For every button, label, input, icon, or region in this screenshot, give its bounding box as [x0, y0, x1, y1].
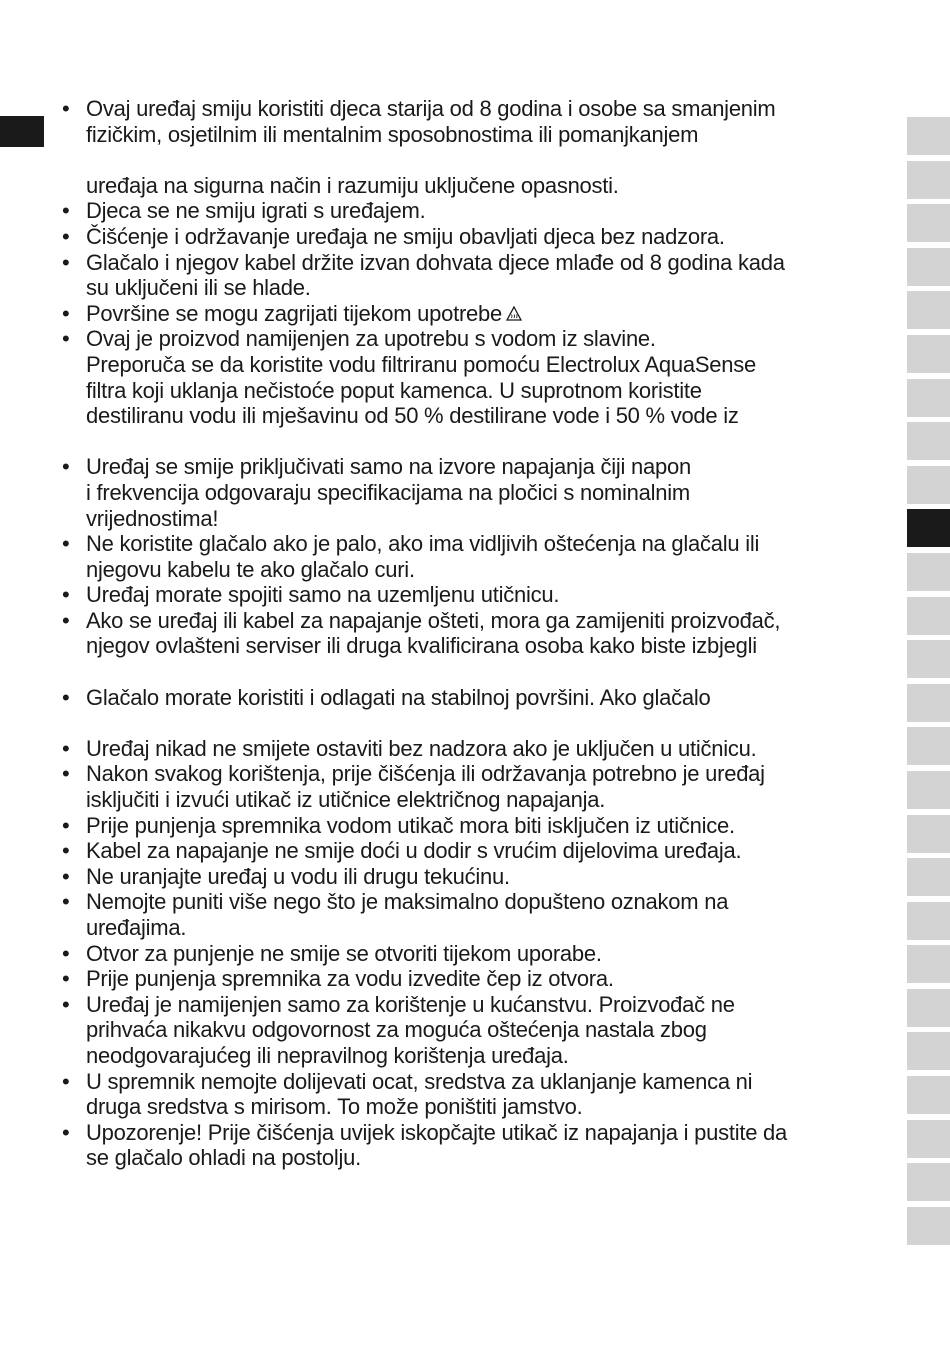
bullet-line: • Ovaj je proizvod namijenjen za upotrebu s vodom iz slavine.: [86, 326, 656, 352]
bullet-item: [60, 736, 890, 762]
bullet-item: [60, 454, 890, 531]
bullet-line: • Uređaj je namijenjen samo za korištenje u kućanstvu. Proizvođač ne: [86, 991, 735, 1017]
bullet-item: [60, 685, 890, 711]
bullet-line: se glačalo ohladi na postolju.: [86, 1145, 362, 1171]
side-tab: [907, 902, 950, 940]
side-tab: [907, 204, 950, 242]
bullet-item: [60, 966, 890, 992]
page-section-marker: [0, 116, 44, 147]
bullet-item: [60, 1069, 890, 1120]
bullet-item: [60, 608, 890, 659]
side-tab: [907, 291, 950, 329]
bullet-item: [60, 889, 890, 940]
bullet-item: [60, 813, 890, 839]
language-tabs: [907, 117, 950, 1250]
bullet-line: • Glačalo i njegov kabel držite izvan dohvata djece mlađe od 8 godina kada: [86, 249, 785, 275]
side-tab: [907, 553, 950, 591]
bullet-line: i frekvencija odgovaraju specifikacijama na pločici s nominalnim: [86, 479, 690, 505]
side-tab: [907, 1032, 950, 1070]
safety-instructions-list: [60, 96, 890, 1171]
bullet-item: [60, 531, 890, 582]
bullet-line: • Kabel za napajanje ne smije doći u dodir s vrućim dijelovima uređaja.: [86, 838, 742, 864]
side-tab: [907, 597, 950, 635]
bullet-item: [60, 301, 890, 327]
bullet-line: • Prije punjenja spremnika za vodu izvedite čep iz otvora.: [86, 966, 614, 992]
side-tab: [907, 945, 950, 983]
side-tab: [907, 466, 950, 504]
side-tab: [907, 684, 950, 722]
bullet-item: [60, 941, 890, 967]
paragraph-gap: [60, 147, 890, 173]
bullet-line: • Uređaj morate spojiti samo na uzemljenu utičnicu.: [86, 582, 560, 608]
bullet-line: uređajima.: [86, 915, 187, 940]
bullet-item: [60, 198, 890, 224]
bullet-item: [60, 761, 890, 812]
side-tab: [907, 161, 950, 199]
bullet-item: [60, 582, 890, 608]
bullet-line: • Ako se uređaj ili kabel za napajanje ošteti, mora ga zamijeniti proizvođač,: [86, 607, 781, 633]
side-tab: [907, 117, 950, 155]
side-tab: [907, 989, 950, 1027]
bullet-line: • Čišćenje i održavanje uređaja ne smiju obavljati djeca bez nadzora.: [86, 223, 725, 249]
bullet-line: • Djeca se ne smiju igrati s uređajem.: [86, 198, 426, 224]
bullet-line: • Nakon svakog korištenja, prije čišćenja ili održavanja potrebno je uređaj: [86, 761, 765, 787]
side-tab: [907, 335, 950, 373]
side-tab: [907, 727, 950, 765]
side-tab: [907, 771, 950, 809]
paragraph-gap: [60, 429, 890, 455]
bullet-line: • Prije punjenja spremnika vodom utikač mora biti isključen iz utičnice.: [86, 812, 735, 838]
side-tab-active: [907, 509, 950, 547]
side-tab: [907, 1120, 950, 1158]
side-tab: [907, 640, 950, 678]
side-tab: [907, 379, 950, 417]
bullet-line: • Uređaj nikad ne smijete ostaviti bez nadzora ako je uključen u utičnicu.: [86, 735, 757, 761]
bullet-line: prihvaća nikakvu odgovornost za moguća oštećenja nastala zbog: [86, 1017, 707, 1043]
paragraph-gap: [60, 659, 890, 685]
paragraph-gap: [60, 710, 890, 736]
bullet-item: [60, 838, 890, 864]
bullet-item: [60, 173, 890, 199]
bullet-item: [60, 992, 890, 1069]
bullet-item: [60, 1120, 890, 1171]
bullet-line: • U spremnik nemojte dolijevati ocat, sredstva za uklanjanje kamenca ni: [86, 1068, 753, 1094]
bullet-line: destiliranu vodu ili mješavinu od 50 % destilirane vode i 50 % vode iz: [86, 403, 739, 429]
bullet-line: • Ne koristite glačalo ako je palo, ako ima vidljivih oštećenja na glačalu ili: [86, 531, 760, 557]
bullet-line: • Ovaj uređaj smiju koristiti djeca starija od 8 godina i osobe sa smanjenim: [86, 96, 776, 121]
bullet-line: njegovu kabelu te ako glačalo curi.: [86, 556, 415, 582]
bullet-item: [60, 250, 890, 301]
bullet-line: • Glačalo morate koristiti i odlagati na stabilnoj površini. Ako glačalo: [86, 684, 711, 710]
bullet-line: • Nemojte puniti više nego što je maksimalno dopušteno oznakom na: [86, 889, 729, 915]
bullet-line: su uključeni ili se hlade.: [86, 275, 311, 301]
bullet-line: • Upozorenje! Prije čišćenja uvijek iskopčajte utikač iz napajanja i pustite da: [86, 1119, 788, 1145]
bullet-line: neodgovarajućeg ili nepravilnog korištenja uređaja.: [86, 1042, 569, 1068]
bullet-line: vrijednostima!: [86, 505, 219, 531]
bullet-line: filtra koji uklanja nečistoće poput kamenca. U suprotnom koristite: [86, 377, 702, 403]
bullet-line: • Ne uranjajte uređaj u vodu ili drugu tekućinu.: [86, 863, 510, 889]
bullet-line: Preporuča se da koristite vodu filtriranu pomoću Electrolux AquaSense: [86, 351, 757, 377]
bullet-line: isključiti i izvući utikač iz utičnice električnog napajanja.: [86, 787, 606, 813]
side-tab: [907, 1163, 950, 1201]
bullet-line: druga sredstva s mirisom. To može poništiti jamstvo.: [86, 1094, 583, 1120]
hot-surface-warning-icon: [506, 306, 522, 321]
bullet-item: [60, 864, 890, 890]
side-tab: [907, 1207, 950, 1245]
bullet-line: fizičkim, osjetilnim ili mentalnim sposobnostima ili pomanjkanjem: [86, 121, 699, 147]
bullet-line: • Površine se mogu zagrijati tijekom upotrebe: [86, 301, 890, 327]
side-tab: [907, 1076, 950, 1114]
side-tab: [907, 815, 950, 853]
side-tab: [907, 248, 950, 286]
bullet-line: njegov ovlašteni serviser ili druga kvalificirana osoba kako biste izbjegli: [86, 633, 757, 659]
bullet-line: • Uređaj se smije priključivati samo na izvore napajanja čiji napon: [86, 454, 691, 480]
bullet-item: [60, 96, 890, 147]
side-tab: [907, 858, 950, 896]
bullet-item: [60, 224, 890, 250]
side-tab: [907, 422, 950, 460]
bullet-item: [60, 326, 890, 428]
bullet-line: • Otvor za punjenje ne smije se otvoriti tijekom uporabe.: [86, 940, 602, 966]
bullet-line: uređaja na sigurna način i razumiju uključene opasnosti.: [86, 172, 619, 198]
